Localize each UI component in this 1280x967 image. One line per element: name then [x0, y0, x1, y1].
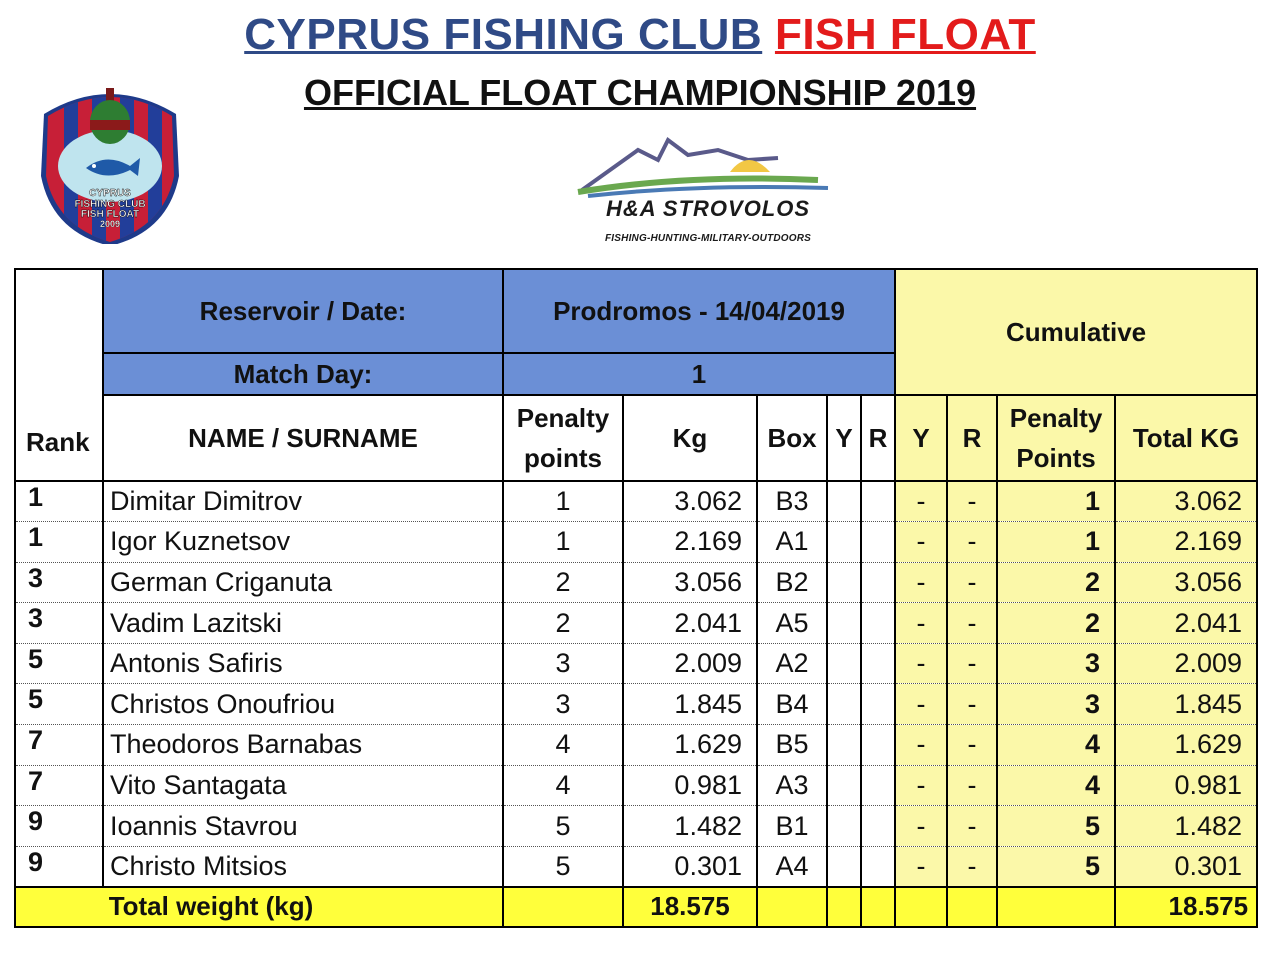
total-kg: 18.575 — [623, 887, 757, 927]
table-row — [15, 806, 1257, 847]
cum-y-cell: - — [895, 806, 947, 847]
col-penalty-line2: points — [524, 443, 602, 473]
cum-r-cell: - — [947, 806, 997, 847]
total-kg-cell: 1.482 — [1115, 806, 1257, 847]
table-row — [15, 603, 1257, 644]
name-cell: Igor Kuznetsov — [103, 522, 503, 563]
table-row — [15, 643, 1257, 684]
r-cell — [861, 765, 895, 806]
table-row — [15, 765, 1257, 806]
penalty-cell: 1 — [503, 522, 623, 563]
name-cell: Christo Mitsios — [103, 846, 503, 887]
sponsor-logo — [548, 130, 868, 250]
kg-cell: 1.845 — [623, 684, 757, 725]
total-cum-penalty-cell — [997, 887, 1115, 927]
col-penalty-header — [503, 395, 623, 481]
name-cell: German Criganuta — [103, 562, 503, 603]
cum-r-cell: - — [947, 684, 997, 725]
total-cum-y-cell — [895, 887, 947, 927]
cum-penalty-cell: 3 — [997, 643, 1115, 684]
page-subtitle — [0, 72, 1280, 114]
kg-cell: 0.981 — [623, 765, 757, 806]
results-table — [14, 268, 1258, 928]
cum-y-cell: - — [895, 562, 947, 603]
rank-cell: 5 — [15, 684, 103, 725]
club-logo-line1: CYPRUS — [89, 188, 131, 199]
box-cell: B1 — [757, 806, 827, 847]
title-club-name: CYPRUS FISHING CLUB — [244, 10, 763, 59]
name-cell: Ioannis Stavrou — [103, 806, 503, 847]
box-cell: A3 — [757, 765, 827, 806]
club-logo-year: 2009 — [99, 219, 121, 229]
total-kg-cell: 2.041 — [1115, 603, 1257, 644]
rank-cell: 1 — [15, 481, 103, 522]
cum-r-cell: - — [947, 481, 997, 522]
cum-r-cell: - — [947, 643, 997, 684]
club-logo-line3: FISH FLOAT — [80, 209, 140, 220]
col-penalty-line1: Penalty — [516, 403, 610, 433]
total-r-cell — [861, 887, 895, 927]
table-row — [15, 725, 1257, 766]
reservoir-value: Prodromos - 14/04/2019 — [503, 269, 895, 353]
cum-r-cell: - — [947, 846, 997, 887]
kg-cell: 1.482 — [623, 806, 757, 847]
cum-r-cell: - — [947, 765, 997, 806]
y-cell — [827, 522, 861, 563]
match-day-label: Match Day: — [103, 353, 503, 395]
page-title — [0, 10, 1280, 60]
kg-cell: 0.301 — [623, 846, 757, 887]
results-rows — [15, 481, 1257, 887]
cum-r-cell: - — [947, 522, 997, 563]
col-cum-r-header: R — [947, 395, 997, 481]
r-cell — [861, 684, 895, 725]
total-cumulative-kg: 18.575 — [1115, 887, 1257, 927]
rank-cell: 1 — [15, 522, 103, 563]
col-total-kg-header: Total KG — [1115, 395, 1257, 481]
col-r-header: R — [861, 395, 895, 481]
r-cell — [861, 643, 895, 684]
rank-cell: 7 — [15, 765, 103, 806]
total-kg-cell: 0.981 — [1115, 765, 1257, 806]
y-cell — [827, 603, 861, 644]
name-cell: Theodoros Barnabas — [103, 725, 503, 766]
cum-y-cell: - — [895, 684, 947, 725]
box-cell: B3 — [757, 481, 827, 522]
sponsor-brand: H&A STROVOLOS — [605, 196, 811, 221]
cum-penalty-cell: 2 — [997, 562, 1115, 603]
cum-y-cell: - — [895, 603, 947, 644]
rank-cell: 3 — [15, 603, 103, 644]
y-cell — [827, 481, 861, 522]
r-cell — [861, 481, 895, 522]
penalty-cell: 3 — [503, 643, 623, 684]
rank-cell: 5 — [15, 643, 103, 684]
cum-penalty-cell: 5 — [997, 846, 1115, 887]
title-fish-float: FISH FLOAT — [774, 10, 1036, 59]
col-y-header: Y — [827, 395, 861, 481]
box-cell: A4 — [757, 846, 827, 887]
total-row — [15, 887, 1257, 927]
cum-penalty-cell: 4 — [997, 765, 1115, 806]
cum-r-cell: - — [947, 725, 997, 766]
table-row — [15, 481, 1257, 522]
box-cell: A5 — [757, 603, 827, 644]
name-cell: Dimitar Dimitrov — [103, 481, 503, 522]
total-kg-cell: 3.062 — [1115, 481, 1257, 522]
r-cell — [861, 806, 895, 847]
col-cum-penalty-line1: Penalty — [1009, 403, 1103, 433]
rank-cell: 9 — [15, 806, 103, 847]
penalty-cell: 3 — [503, 684, 623, 725]
r-cell — [861, 846, 895, 887]
cum-y-cell: - — [895, 765, 947, 806]
cum-penalty-cell: 4 — [997, 725, 1115, 766]
kg-cell: 1.629 — [623, 725, 757, 766]
name-cell: Christos Onoufriou — [103, 684, 503, 725]
rank-cell: 7 — [15, 725, 103, 766]
penalty-cell: 4 — [503, 765, 623, 806]
total-kg-cell: 1.629 — [1115, 725, 1257, 766]
cum-penalty-cell: 5 — [997, 806, 1115, 847]
r-cell — [861, 562, 895, 603]
y-cell — [827, 806, 861, 847]
cum-y-cell: - — [895, 481, 947, 522]
match-day-value: 1 — [503, 353, 895, 395]
cum-y-cell: - — [895, 725, 947, 766]
total-kg-cell: 0.301 — [1115, 846, 1257, 887]
kg-cell: 2.009 — [623, 643, 757, 684]
penalty-cell: 2 — [503, 562, 623, 603]
total-box-cell — [757, 887, 827, 927]
y-cell — [827, 765, 861, 806]
total-label: Total weight (kg) — [15, 887, 503, 927]
r-cell — [861, 603, 895, 644]
penalty-cell: 5 — [503, 846, 623, 887]
y-cell — [827, 643, 861, 684]
cum-y-cell: - — [895, 846, 947, 887]
table-row — [15, 562, 1257, 603]
box-cell: B4 — [757, 684, 827, 725]
cum-penalty-cell: 1 — [997, 522, 1115, 563]
r-cell — [861, 725, 895, 766]
col-name-header: NAME / SURNAME — [103, 395, 503, 481]
total-penalty-cell — [503, 887, 623, 927]
club-logo — [34, 86, 186, 244]
cum-penalty-cell: 1 — [997, 481, 1115, 522]
y-cell — [827, 684, 861, 725]
y-cell — [827, 846, 861, 887]
rank-cell: 9 — [15, 846, 103, 887]
total-cum-r-cell — [947, 887, 997, 927]
kg-cell: 2.169 — [623, 522, 757, 563]
total-kg-cell: 1.845 — [1115, 684, 1257, 725]
penalty-cell: 2 — [503, 603, 623, 644]
cum-y-cell: - — [895, 643, 947, 684]
box-cell: A1 — [757, 522, 827, 563]
mountain-sun-icon — [548, 130, 868, 200]
col-kg-header: Kg — [623, 395, 757, 481]
total-kg-cell: 2.169 — [1115, 522, 1257, 563]
kg-cell: 3.062 — [623, 481, 757, 522]
col-cum-y-header: Y — [895, 395, 947, 481]
y-cell — [827, 725, 861, 766]
name-cell: Vito Santagata — [103, 765, 503, 806]
cum-r-cell: - — [947, 603, 997, 644]
cum-penalty-cell: 2 — [997, 603, 1115, 644]
sponsor-tagline: FISHING-HUNTING-MILITARY-OUTDOORS — [604, 233, 812, 244]
y-cell — [827, 562, 861, 603]
penalty-cell: 4 — [503, 725, 623, 766]
rank-cell: 3 — [15, 562, 103, 603]
table-row — [15, 846, 1257, 887]
table-row — [15, 684, 1257, 725]
table-row — [15, 522, 1257, 563]
col-cum-penalty-line2: Points — [1016, 443, 1096, 473]
cum-penalty-cell: 3 — [997, 684, 1115, 725]
kg-cell: 2.041 — [623, 603, 757, 644]
club-logo-line2: FISHING CLUB — [74, 199, 146, 210]
cumulative-header: Cumulative — [895, 269, 1257, 395]
penalty-cell: 5 — [503, 806, 623, 847]
box-cell: A2 — [757, 643, 827, 684]
reservoir-label: Reservoir / Date: — [103, 269, 503, 353]
cum-r-cell: - — [947, 562, 997, 603]
subtitle-text: OFFICIAL FLOAT CHAMPIONSHIP 2019 — [303, 72, 977, 113]
total-kg-cell: 2.009 — [1115, 643, 1257, 684]
penalty-cell: 1 — [503, 481, 623, 522]
box-cell: B2 — [757, 562, 827, 603]
total-kg-cell: 3.056 — [1115, 562, 1257, 603]
cum-y-cell: - — [895, 522, 947, 563]
col-rank-header: Rank — [15, 269, 103, 481]
name-cell: Antonis Safiris — [103, 643, 503, 684]
r-cell — [861, 522, 895, 563]
col-box-header: Box — [757, 395, 827, 481]
total-y-cell — [827, 887, 861, 927]
kg-cell: 3.056 — [623, 562, 757, 603]
box-cell: B5 — [757, 725, 827, 766]
name-cell: Vadim Lazitski — [103, 603, 503, 644]
col-cum-penalty-header — [997, 395, 1115, 481]
